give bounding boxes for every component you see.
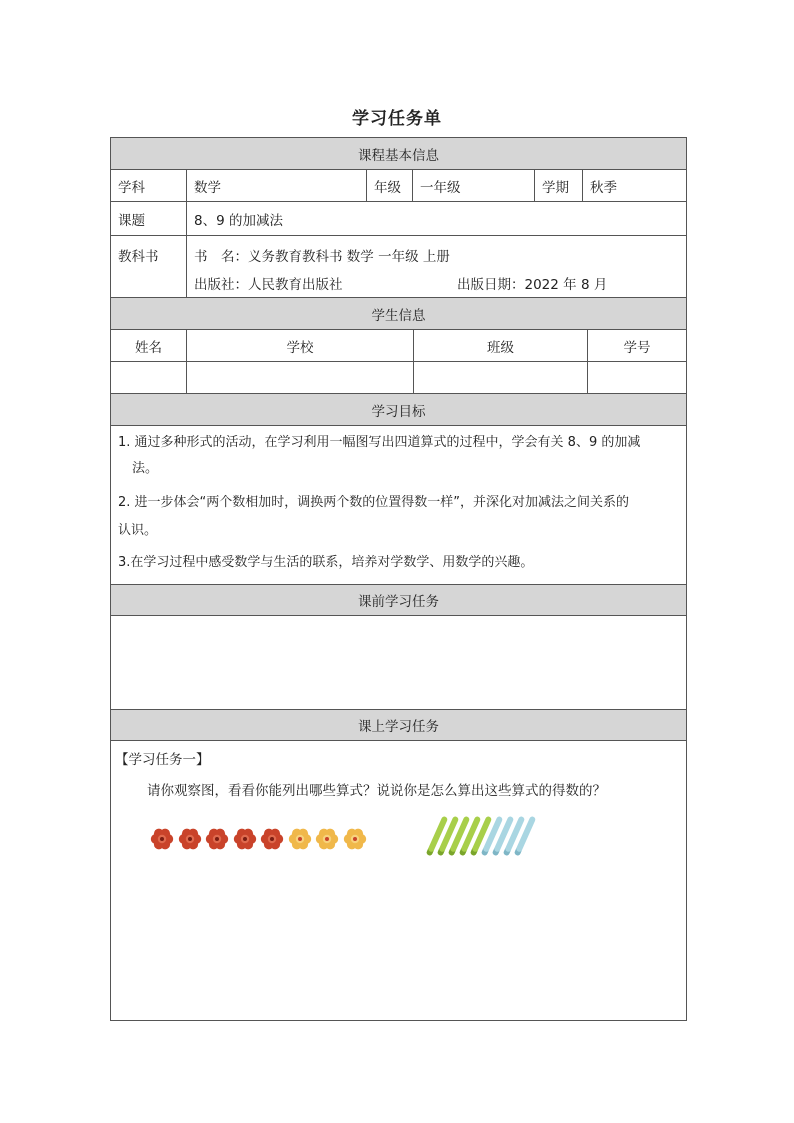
goal-2-line-1: 2. 进一步体会“两个数相加时，调换两个数的位置得数一样”，并深化对加减法之间关系的 xyxy=(118,495,630,510)
textbook-details xyxy=(187,236,686,297)
book-name: 书 名：义务教育教科书 数学 一年级 上册 xyxy=(194,249,450,265)
publish-date: 出版日期：2022 年 8 月 xyxy=(457,277,608,293)
term-value: 秋季 xyxy=(590,179,617,196)
task-sheet-table xyxy=(110,137,687,1021)
student-blank-row xyxy=(111,362,686,394)
grade-value: 一年级 xyxy=(413,170,535,201)
goal-1-line-1: 1. 通过多种形式的活动，在学习利用一幅图写出四道算式的过程中，学会有关 8、9 的加减 xyxy=(118,435,641,450)
topic-label: 课题 xyxy=(111,202,187,235)
subject-value: 数学 xyxy=(187,170,367,201)
student-info-header-label: 学生信息 xyxy=(371,307,426,324)
goals-content xyxy=(111,426,686,585)
student-school-field[interactable] xyxy=(187,362,414,393)
term-label: 学期 xyxy=(535,170,583,201)
stick-illustration xyxy=(111,741,686,1020)
task-one-prompt: 请你观察图，看看你能列出哪些算式？说说你是怎么算出这些算式的得数的？ xyxy=(147,783,606,799)
student-class-field[interactable] xyxy=(414,362,588,393)
grade-label: 年级 xyxy=(367,170,413,201)
subject-label: 学科 xyxy=(111,170,187,201)
goal-2-line-2: 认识。 xyxy=(118,523,158,538)
publisher: 出版社：人民教育出版社 xyxy=(194,277,343,293)
class-task-header xyxy=(111,710,686,741)
course-info-header-label: 课程基本信息 xyxy=(358,147,439,164)
course-info-header xyxy=(111,138,686,170)
task-one-heading: 【学习任务一】 xyxy=(115,752,210,768)
class-task-area xyxy=(111,741,686,1020)
textbook-row xyxy=(111,236,686,298)
student-id-header: 学号 xyxy=(623,339,651,356)
student-class-header: 班级 xyxy=(414,330,588,361)
subject-row xyxy=(111,170,686,202)
student-name-field[interactable] xyxy=(111,362,187,393)
textbook-label: 教科书 xyxy=(111,236,187,297)
goal-1-line-2: 法。 xyxy=(132,461,159,476)
goal-3: 3.在学习过程中感受数学与生活的联系，培养对学数学、用数学的兴趣。 xyxy=(118,555,534,570)
topic-row xyxy=(111,202,686,236)
page-title: 学习任务单 xyxy=(352,109,442,129)
student-info-header xyxy=(111,298,686,330)
pre-task-header-label: 课前学习任务 xyxy=(358,594,439,610)
class-task-header-label: 课上学习任务 xyxy=(358,719,439,735)
student-school-header: 学校 xyxy=(187,330,414,361)
student-name-header: 姓名 xyxy=(111,330,187,361)
topic-value: 8、9 的加减法 xyxy=(194,212,283,229)
goals-header-label: 学习目标 xyxy=(371,403,426,420)
goals-header xyxy=(111,394,686,426)
pre-task-header xyxy=(111,585,686,616)
student-id-field[interactable] xyxy=(588,362,686,393)
student-header-row xyxy=(111,330,686,362)
pre-task-area[interactable] xyxy=(111,616,686,710)
